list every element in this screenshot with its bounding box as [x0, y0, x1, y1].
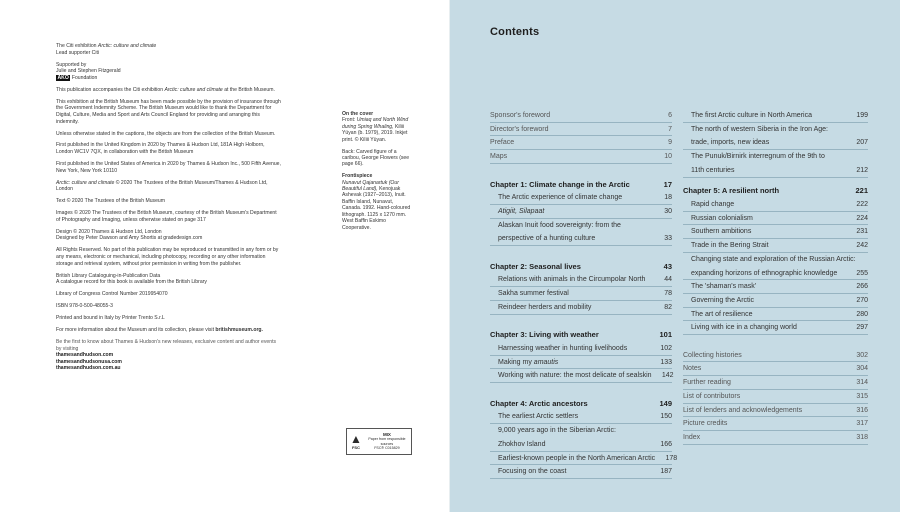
toc-entry[interactable]	[490, 287, 672, 301]
toc-page-number: 224	[856, 214, 868, 222]
contents-title: Contents	[490, 26, 540, 38]
toc-entry[interactable]	[683, 212, 868, 226]
toc-entry-title: 9,000 years ago in the Siberian Arctic:	[498, 427, 616, 435]
rights-paragraph: All Rights Reserved. No part of this publication may be reproduced or transmitted in any form or by any means, electronic or mechanical, including photocopy, recording or any other information storage and retrieval system, without prior permission in writing from the publisher.	[56, 247, 279, 267]
toc-entry-title: Sponsor's foreword	[490, 112, 551, 119]
toc-entry-title: expanding horizons of ethnographic knowledge	[691, 269, 838, 277]
toc-entry[interactable]	[490, 356, 672, 370]
toc-entry[interactable]	[490, 191, 672, 205]
toc-entry[interactable]	[683, 308, 868, 322]
toc-column-right	[683, 109, 868, 445]
toc-entry-title: Notes	[683, 365, 702, 373]
toc-page-number: 150	[660, 413, 672, 421]
toc-page-number: 199	[856, 112, 868, 119]
toc-chapter-entry[interactable]	[683, 184, 868, 198]
toc-entry-title: Further reading	[683, 379, 731, 387]
toc-entry-title: Living with ice in a changing world	[691, 324, 797, 332]
toc-entry-title: Chapter 4: Arctic ancestors	[490, 398, 588, 408]
toc-entry[interactable]	[683, 321, 868, 335]
toc-page-number: 317	[856, 420, 868, 428]
website-link-3[interactable]: thamesandhudson.com.au	[56, 365, 121, 372]
toc-spacer	[490, 164, 672, 178]
toc-page-number: 222	[856, 201, 868, 209]
toc-entry[interactable]	[490, 301, 672, 315]
toc-entry-title: Trade in the Bering Strait	[691, 242, 769, 250]
toc-page-number: 255	[856, 269, 868, 277]
fsc-logo-text: FSC	[351, 445, 360, 450]
ako-logo: AKO	[57, 74, 69, 81]
copyright-title: Arctic: culture and climate	[56, 179, 115, 186]
toc-entry-title: trade, imports, new ideas	[691, 139, 770, 147]
toc-entry[interactable]	[490, 150, 672, 164]
toc-page-number: 9	[668, 139, 672, 147]
indemnity-paragraph: This exhibition at the British Museum has been made possible by the provision of insurance through the Government Indemnity Scheme. The British Museum would like to thank the Department for Digital, Culture, Media and Sport and Arts Council England for providing and arranging this indemnity.	[56, 98, 281, 125]
toc-page-number: 18	[664, 194, 672, 202]
first-published-us: First published in the United States of America in 2020 by Thames & Hudson Inc., 500 Fifth Avenue, New York, New York 10110	[56, 161, 281, 174]
toc-entry[interactable]	[490, 410, 672, 424]
toc-entry[interactable]	[683, 431, 868, 445]
copyright-text: © 2020 The Trustees of the British Museum/Thames & Hudson Ltd, London	[56, 179, 268, 193]
toc-spacer	[683, 335, 868, 349]
exhibition-title: Arctic: culture and climate	[97, 43, 157, 49]
toc-entry[interactable]	[683, 164, 868, 178]
toc-page-number: 102	[660, 344, 672, 352]
toc-entry-title: Changing state and exploration of the Russian Arctic:	[691, 255, 856, 263]
frontispiece-title: Nunavut Qajanartuk (Our Beautiful Land),	[342, 179, 399, 193]
toc-entry-title: Earliest-known people in the North American Arctic	[498, 454, 656, 462]
toc-entry-title: Index	[683, 433, 701, 441]
toc-entry-title: The Arctic experience of climate change	[498, 194, 623, 202]
toc-entry-title: Preface	[490, 139, 515, 147]
cover-note	[342, 111, 412, 143]
toc-entry-title: Maps	[490, 153, 508, 161]
toc-entry[interactable]	[490, 123, 672, 137]
toc-spacer	[683, 178, 868, 185]
toc-page-number: 166	[660, 440, 672, 448]
cip-paragraph: British Library Cataloguing-in-Publication Data A catalogue record for this book is available from the British Library	[56, 272, 207, 286]
first-published-uk: First published in the United Kingdom in 2020 by Thames & Hudson Ltd, 181A High Holborn, London WC1V 7QX, in collaboration with the British Museum	[56, 142, 265, 156]
toc-page-number: 318	[856, 433, 868, 441]
toc-entry-title: Relations with animals in the Circumpolar North	[498, 276, 646, 284]
toc-page-number: 10	[664, 153, 672, 161]
fsc-label	[366, 433, 408, 450]
toc-entry-title: Harnessing weather in hunting livelihoods	[498, 344, 628, 352]
toc-entry[interactable]	[683, 150, 868, 164]
toc-entry[interactable]	[683, 349, 868, 363]
toc-entry-title: Zhokhov Island	[498, 440, 546, 448]
accompanies-text-a: This publication accompanies the Citi exhibition	[56, 86, 164, 93]
toc-spacer	[490, 315, 672, 329]
toc-page-number: 187	[660, 468, 672, 476]
toc-page-number: 266	[856, 283, 868, 291]
toc-entry[interactable]	[683, 376, 868, 390]
toc-entry[interactable]	[683, 404, 868, 418]
toc-entry-title: List of contributors	[683, 392, 741, 400]
text-copyright: Text © 2020 The Trustees of the British Museum	[56, 198, 165, 205]
first-to-know	[56, 339, 282, 372]
toc-entry[interactable]	[490, 369, 672, 383]
back-note: Back: Carved figure of a caribou, George Flowers (see page 66).	[342, 148, 410, 168]
toc-entry-title: Russian colonialism	[691, 214, 753, 222]
toc-entry-title: The north of western Siberia in the Iron Age:	[691, 125, 828, 133]
toc-entry[interactable]	[490, 424, 672, 438]
toc-entry[interactable]	[683, 239, 868, 253]
toc-entry[interactable]	[683, 109, 868, 123]
toc-page-number: 207	[856, 139, 868, 147]
toc-entry[interactable]	[490, 452, 678, 466]
fsc-logo	[346, 428, 412, 455]
toc-page-number: 297	[856, 324, 868, 332]
toc-entry-title: Focusing on the coast	[498, 468, 567, 476]
toc-entry[interactable]	[490, 273, 672, 287]
toc-column-left	[490, 109, 678, 479]
toc-entry[interactable]	[683, 417, 868, 431]
cover-note-title: Umiaq and North Wind during Spring Whaling,	[342, 117, 409, 130]
toc-entry[interactable]	[490, 438, 672, 452]
toc-chapter-entry[interactable]	[490, 260, 672, 274]
toc-entry-title: Director's foreword	[490, 125, 549, 133]
toc-chapter-entry[interactable]	[490, 397, 672, 411]
toc-page-number: 101	[659, 330, 672, 340]
toc-entry[interactable]	[683, 123, 868, 137]
toc-entry[interactable]	[683, 390, 868, 404]
cover-notes	[342, 111, 412, 236]
foundation-label: Foundation	[71, 74, 98, 81]
toc-page-number: 178	[665, 454, 678, 462]
toc-entry[interactable]	[683, 294, 868, 308]
toc-page-number: 44	[664, 276, 672, 284]
cover-note-credit: Kiliii Yüyan (b. 1979), 2019. Inkjet print. © Kiliii Yüyan.	[342, 123, 408, 143]
toc-entry-title: The 'shaman's mask'	[691, 283, 757, 291]
toc-page-number: 302	[856, 351, 868, 359]
toc-entry-title: Working with nature: the most delicate of sealskin	[498, 372, 652, 380]
toc-entry-title: Making my amautis	[498, 358, 559, 366]
toc-page-number: 221	[855, 186, 868, 196]
toc-page-number: 149	[659, 398, 672, 408]
toc-entry[interactable]	[490, 232, 672, 246]
unless-paragraph: Unless otherwise stated in the captions, the objects are from the collection of the British Museum.	[56, 130, 276, 137]
toc-entry[interactable]	[683, 136, 868, 150]
design-credit: Design © 2020 Thames & Hudson Ltd, London Designed by Peter Dawson and Amy Shortis at gradedesign.com	[56, 228, 203, 242]
toc-page-number: 315	[856, 392, 868, 400]
toc-page-number: 314	[856, 379, 868, 387]
toc-entry[interactable]	[490, 219, 672, 233]
toc-entry-title: Alaskan Inuit food sovereignty: from the	[498, 221, 621, 229]
toc-page-number: 30	[664, 207, 672, 215]
toc-entry[interactable]	[683, 280, 868, 294]
exhibition-line: The Citi exhibition	[56, 43, 97, 49]
fsc-tree-icon: ▲ FSC	[350, 432, 362, 450]
toc-page-number: 43	[663, 261, 672, 271]
printed-in: Printed and bound in Italy by Printer Trento S.r.L	[56, 315, 165, 322]
exhibition-credit	[56, 43, 282, 56]
toc-entry-title: The earliest Arctic settlers	[498, 413, 579, 421]
toc-page-number: 242	[856, 242, 868, 250]
toc-entry-title: The Punuk/Birnirk interregnum of the 9th to	[691, 153, 825, 161]
toc-page-number: 270	[856, 296, 868, 304]
toc-entry[interactable]	[683, 267, 868, 281]
loc-number: Library of Congress Control Number 2019954070	[56, 291, 168, 298]
accompanies-text-b: Arctic: culture and climate	[164, 86, 223, 93]
frontispiece-heading: Frontispiece	[342, 173, 373, 180]
toc-entry-title: Rapid change	[691, 201, 735, 209]
fsc-paper: Paper from responsible sources	[368, 437, 406, 446]
toc-page-number: 17	[663, 179, 672, 189]
toc-entry[interactable]	[490, 342, 672, 356]
toc-entry-title: Chapter 2: Seasonal lives	[490, 261, 581, 271]
toc-entry-title: The art of resilience	[691, 310, 753, 318]
cover-note-heading: On the cover	[342, 111, 374, 117]
toc-entry-title: Chapter 5: A resilient north	[683, 186, 780, 196]
toc-entry-title: Picture credits	[683, 420, 728, 428]
lead-supporter: Lead supporter Citi	[56, 49, 100, 56]
imprint-block	[56, 43, 282, 377]
toc-page-number: 78	[664, 290, 672, 298]
toc-entry-title: perspective of a hunting culture	[498, 235, 596, 243]
toc-page-number: 316	[856, 406, 868, 414]
toc-entry[interactable]	[683, 362, 868, 376]
toc-page-number: 133	[660, 358, 672, 366]
supporters	[56, 62, 282, 82]
fsc-mix: MIX	[382, 431, 391, 437]
toc-spacer	[490, 383, 672, 397]
toc-entry-title: The first Arctic culture in North America	[691, 112, 812, 119]
toc-chapter-entry[interactable]	[490, 178, 672, 192]
toc-page-number: 280	[856, 310, 868, 318]
toc-entry[interactable]	[683, 198, 868, 212]
toc-entry-title: List of lenders and acknowledgements	[683, 406, 803, 414]
isbn: ISBN 978-0-500-48055-3	[56, 303, 113, 310]
toc-entry-title: Reindeer herders and mobility	[498, 303, 592, 311]
toc-entry-title: Chapter 3: Living with weather	[490, 330, 599, 340]
supported-by-label: Supported by	[56, 61, 87, 68]
toc-entry-title: Atigiit, Silapaat	[498, 207, 545, 215]
toc-page-number: 7	[668, 125, 672, 133]
toc-entry[interactable]	[490, 205, 672, 219]
toc-page-number: 304	[856, 365, 868, 373]
frontispiece-note	[342, 173, 412, 231]
frontispiece-credit: Kenojuak Ashevak (1927–2013), Inuit. Baffin Island, Nunavut, Canada. 1992. Hand-coloured lithograph. 1125 x 1270 mm. West Baffin Eskimo Cooperative.	[342, 186, 411, 231]
toc-page-number: 231	[856, 228, 868, 236]
fsc-code: FSC® C015829	[374, 445, 400, 450]
toc-entry-title: Collecting histories	[683, 351, 742, 359]
more-info-link[interactable]: britishmuseum.org.	[215, 327, 263, 334]
toc-entry[interactable]	[683, 253, 868, 267]
copyright-paragraph	[56, 180, 282, 193]
toc-entry-title: Governing the Arctic	[691, 296, 755, 304]
more-info-text: For more information about the Museum and its collection, please visit	[56, 327, 214, 334]
toc-entry[interactable]	[490, 109, 672, 123]
toc-page-number: 33	[664, 235, 672, 243]
toc-entry-title: Sakha summer festival	[498, 290, 569, 298]
toc-page-number: 6	[668, 112, 672, 119]
toc-entry-title: Southern ambitions	[691, 228, 752, 236]
toc-page-number: 212	[856, 166, 868, 174]
toc-entry[interactable]	[490, 465, 672, 479]
toc-entry[interactable]	[683, 225, 868, 239]
website-link-2[interactable]: thamesandhudsonusa.com	[56, 358, 122, 365]
website-link-1[interactable]: thamesandhudson.com	[56, 352, 114, 359]
toc-chapter-entry[interactable]	[490, 328, 672, 342]
toc-page-number: 142	[661, 372, 674, 380]
toc-entry[interactable]	[490, 136, 672, 150]
toc-entry-title: Chapter 1: Climate change in the Arctic	[490, 179, 630, 189]
accompanies-paragraph	[56, 87, 282, 94]
images-copyright: Images © 2020 The Trustees of the British Museum, courtesy of the British Museum's Department of Photography and Imaging, unless otherwise stated on page 317	[56, 210, 277, 223]
toc-entry-title: 11th centuries	[691, 166, 735, 174]
accompanies-text-c: at the British Museum.	[224, 86, 275, 93]
more-info	[56, 327, 282, 334]
first-to-know-text: Be the first to know about Thames & Hudson's new releases, exclusive content and author events by visiting	[56, 339, 277, 352]
toc-page-number: 82	[664, 303, 672, 311]
toc-spacer	[490, 246, 672, 260]
cover-note-front: Front:	[342, 117, 356, 124]
supporters-names: Julie and Stephen Fitzgerald	[56, 68, 121, 75]
